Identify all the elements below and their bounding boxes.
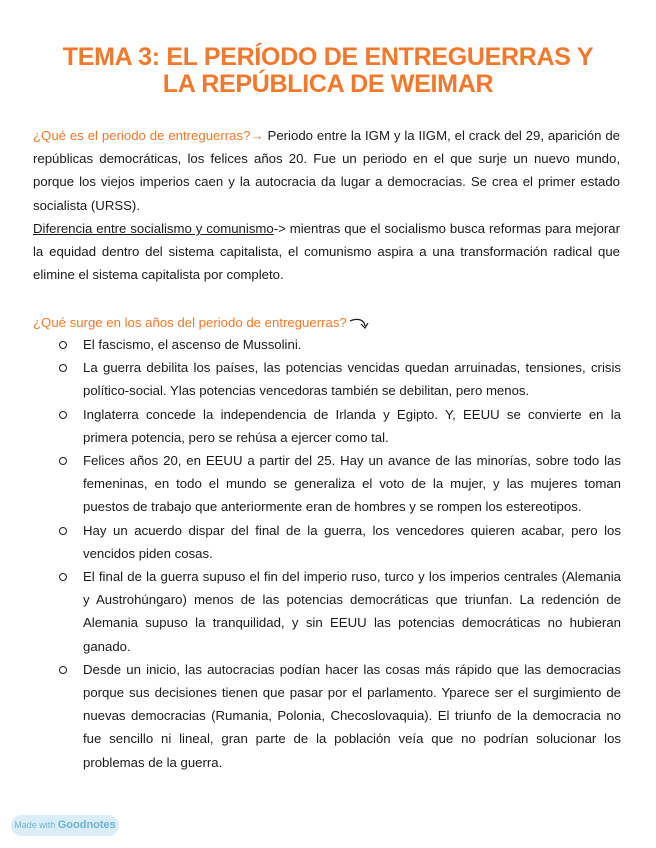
difference-paragraph [33,217,620,287]
list-item-text: Inglaterra concede la independencia de Irlanda y Egipto. Y, EEUU se convierte en la primera potencia, pero se rehúsa a ejercer como tal. [83,406,621,445]
list-item-text: El final de la guerra supuso el fin del imperio ruso, turco y los imperios centrales (Alemania y Austrohúngaro) menos de las potencias democráticas que triunfan. La redención de Alemania supuso la tranquilidad, y sin EEUU las potencias democráticas no hubieran ganado. [83,569,621,654]
goodnotes-badge[interactable] [11,815,119,836]
list-item [33,449,621,519]
list-item-text: Felices años 20, en EEUU a partir del 25. Hay un avance de las minorías, sobre todo las femeninas, en todo el mundo se generaliza el voto de la mujer, y las mujeres toman puestos de trabajo que anteriormente eran de hombres y se rompen los estereotipos. [83,453,621,515]
bullet-icon [59,411,67,419]
list-item-text: El fascismo, el ascenso de Mussolini. [83,337,302,352]
title-line-1: TEMA 3: EL PERÍODO DE ENTREGUERRAS Y [62,43,594,71]
list-item [33,565,621,658]
list-item [33,333,621,356]
badge-prefix: Made with [14,820,56,830]
list-item-text: Desde un inicio, las autocracias podían hacer las cosas más rápido que las democracias porque sus decisiones tienen que pasar por el parlamento. Yparece ser el surgimiento de nuevas democracias (Rumania, Polonia, Checoslovaquia). El triunfo de la democracia no fue sencillo ni lineal, gran parte de la población veía que no podrían solucionar los problemas de la guerra. [83,661,621,770]
difference-label: Diferencia entre socialismo y comunismo [33,221,274,236]
list-item-text: Hay un acuerdo dispar del final de la guerra, los vencedores quieren acabar, pero los vencidos piden cosas. [83,522,621,561]
bullet-icon [59,457,67,465]
list-item [33,519,621,565]
title-line-2: LA REPÚBLICA DE WEIMAR [162,70,494,98]
badge-brand: Goodnotes [57,819,116,831]
bullet-icon [59,573,67,581]
document-title [20,44,636,98]
list-item [33,658,621,774]
section2-question: ¿Qué surge en los años del periodo de entreguerras? [33,315,347,330]
intro-paragraph [33,124,620,217]
bullet-icon [59,364,67,372]
intro-question: ¿Qué es el periodo de entreguerras? [33,128,251,143]
curved-arrow-icon [349,317,371,331]
section2-heading [33,311,371,334]
right-arrow-icon: → [250,128,264,143]
intro-text: Periodo entre la IGM y la IIGM, el crack del 29, aparición de repúblicas democráticas, los felices años 20. Fue un periodo en el que surje un nuevo mundo, porque los viejos imperios caen y la autocracia da lugar a democracias. Se crea el primer estado socialista (URSS). [33,128,621,213]
list-item [33,356,621,402]
bullet-icon [59,527,67,535]
list-item [33,403,621,449]
difference-text: -> mientras que el socialismo busca reformas para mejorar la equidad dentro del sistema capitalista, el comunismo aspira a una transformación radical que elimine el sistema capitalista por completo. [33,221,620,283]
bullet-icon [59,341,67,349]
section2-list [33,333,621,774]
list-item-text: La guerra debilita los países, las potencias vencidas quedan arruinadas, tensiones, crisis político-social. Ylas potencias vencedoras también se debilitan, pero menos. [83,360,621,399]
bullet-icon [59,666,67,674]
